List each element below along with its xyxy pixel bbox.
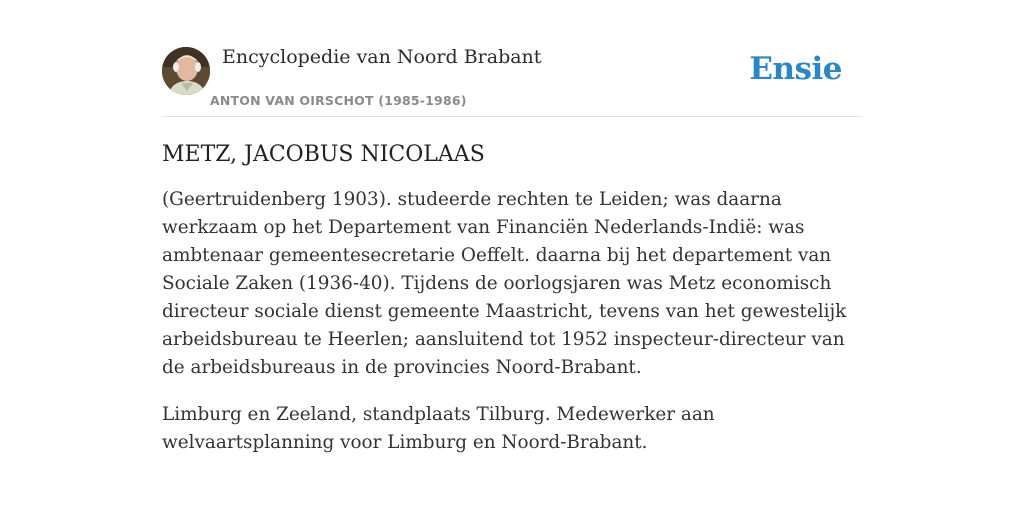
author-portrait-icon	[162, 47, 210, 95]
article-paragraph: Limburg en Zeeland, standplaats Tilburg. Medewerker aan welvaartsplanning voor Limburg en Noord-Brabant.	[162, 404, 715, 453]
brand-logo[interactable]: Ensie	[749, 51, 842, 87]
author-avatar[interactable]	[162, 47, 210, 95]
article-paragraph: (Geertruidenberg 1903). studeerde rechten te Leiden; was daarna werkzaam op het Departement van Financiën Nederlands-Indië: was ambtenaar gemeentesecretarie Oeffelt. daarna bij het departement van Sociale Zaken (1936-40). Tijdens de oorlogsjaren was Metz economisch directeur sociale dienst gemeente Maastricht, tevens van het gewestelijk arbeidsbureau te Heerlen; aansluitend tot 1952 inspecteur-directeur van de arbeidsbureaus in de provincies Noord-Brabant.	[162, 189, 847, 378]
source-title[interactable]: Encyclopedie van Noord Brabant	[222, 46, 542, 68]
source-header	[162, 40, 862, 117]
article-title: METZ, JACOBUS NICOLAAS	[162, 142, 485, 167]
article	[162, 138, 862, 457]
source-author[interactable]: ANTON VAN OIRSCHOT (1985-1986)	[210, 93, 467, 108]
